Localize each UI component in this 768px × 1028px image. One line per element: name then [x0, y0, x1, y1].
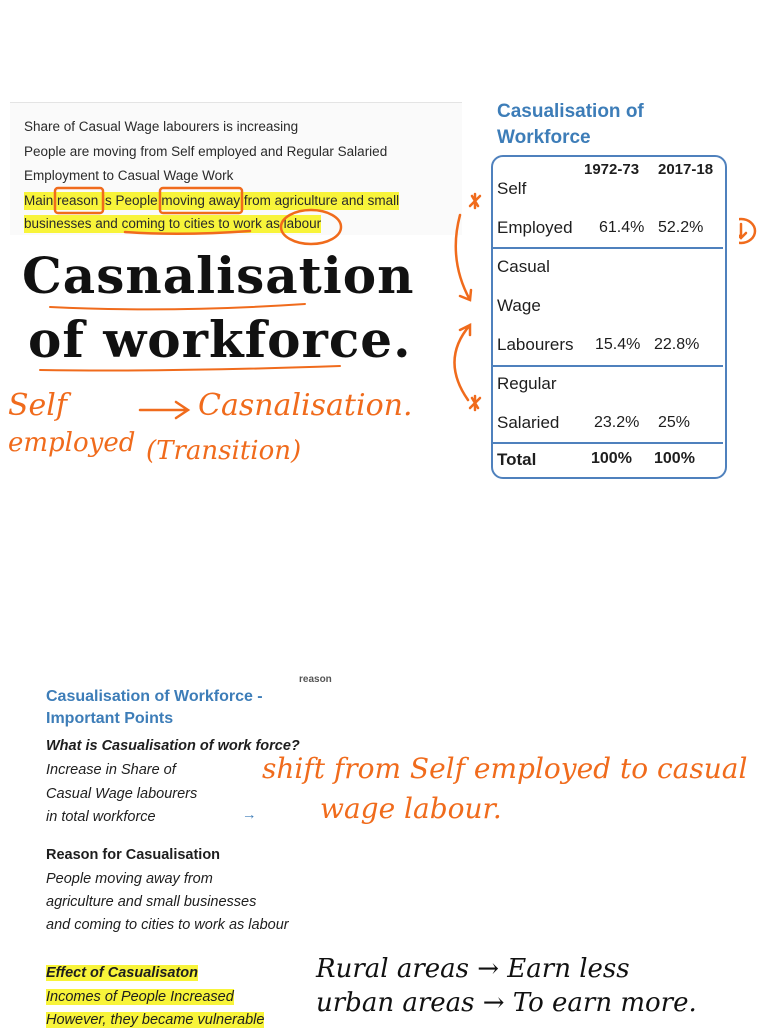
row-regular-v2: 25%	[658, 414, 691, 431]
row-separator	[491, 247, 723, 249]
answer-reason-line1: People moving away from	[46, 871, 213, 887]
row-regular-v1: 23.2%	[594, 414, 640, 431]
question-reason: Reason for Casualisation	[46, 847, 221, 863]
row-separator	[491, 365, 723, 367]
row-self-label-bottom: Employed	[497, 218, 573, 237]
col-header-1972: 1972-73	[584, 161, 640, 178]
row-self-v1: 61.4%	[599, 219, 645, 236]
asterisk-mark-1	[470, 194, 480, 208]
row-total-label: Total	[497, 450, 537, 469]
casualisation-table	[487, 95, 739, 487]
handwritten-rural: Rural areas → Earn less	[316, 954, 630, 984]
handwritten-heading-line2: of workforce.	[28, 310, 412, 369]
row-self-v2: 52.2%	[658, 219, 704, 236]
cities-underline-mark	[125, 231, 250, 234]
row-self-label-top: Self	[497, 179, 527, 198]
points-title-line1: Casualisation of Workforce -	[46, 688, 263, 705]
notes-line-2: People are moving from Self employed and Regular Salaried	[24, 144, 388, 159]
row-separator	[491, 442, 723, 444]
reason-box-mark	[55, 188, 103, 213]
col-header-2017: 2017-18	[658, 161, 714, 178]
handwritten-self: Self	[8, 388, 68, 423]
answer-reason-line3: and coming to cities to work as labour	[46, 917, 289, 933]
answer-what-is-line1: Increase in Share of	[46, 762, 176, 778]
row-total-v1: 100%	[591, 450, 632, 467]
answer-what-is-line2: Casual Wage labourers	[46, 786, 198, 802]
labour-circle-mark	[281, 210, 341, 244]
points-title-line2: Important Points	[46, 710, 174, 727]
important-points-panel	[34, 674, 350, 1028]
row-regular-label-top: Regular	[497, 374, 557, 393]
table-title-line2: Workforce	[497, 127, 591, 148]
handwritten-casualisation: Casnalisation.	[198, 388, 413, 423]
answer-effect-line1: Incomes of People Increased	[46, 989, 234, 1005]
answer-effect-line2: However, they became vulnerable	[46, 1012, 265, 1028]
salaried-to-casual-arrow	[454, 325, 470, 400]
handwritten-urban: urban areas → To earn more.	[316, 988, 697, 1018]
notes-line-5: businesses and coming to cities to work as labour	[24, 216, 322, 231]
arrow-icon: →	[242, 807, 257, 823]
handwritten-shift-line1: shift from Self employed to casual	[262, 752, 748, 785]
asterisk-mark-2	[470, 396, 480, 410]
question-effect: Effect of Casualisaton	[46, 965, 199, 981]
answer-what-is-line3: in total workforce	[46, 809, 156, 825]
notes-line-3: Employment to Casual Wage Work	[24, 168, 234, 183]
handwritten-transition: (Transition)	[146, 436, 302, 466]
row-total-v2: 100%	[654, 450, 695, 467]
table-title	[497, 99, 644, 151]
table-title-line1: Casualisation of	[497, 101, 644, 122]
row-casual-label-top: Casual	[497, 257, 550, 276]
transition-arrow	[140, 402, 188, 418]
moving-away-box-mark	[160, 188, 242, 213]
row-casual-v1: 15.4%	[595, 336, 641, 353]
answer-reason-line2: agriculture and small businesses	[46, 894, 257, 910]
cut-off-text: reason	[299, 674, 332, 685]
question-what-is: What is Casualisation of work force?	[46, 738, 300, 754]
handwritten-shift-line2: wage labour.	[320, 792, 502, 825]
row-regular-label-bottom: Salaried	[497, 413, 560, 432]
row-casual-v2: 22.8%	[654, 336, 700, 353]
row-casual-label-bottom: Labourers	[497, 335, 574, 354]
employed-to-casual-arrow	[456, 215, 471, 300]
handwritten-heading-line1: Casnalisation	[22, 246, 415, 305]
notes-line-4: Main reason is People moving away from agriculture and small	[24, 193, 400, 208]
notes-line-1: Share of Casual Wage labourers is increasing	[24, 119, 299, 134]
handwritten-employed: employed	[8, 428, 136, 458]
row-casual-label-mid: Wage	[497, 296, 541, 315]
